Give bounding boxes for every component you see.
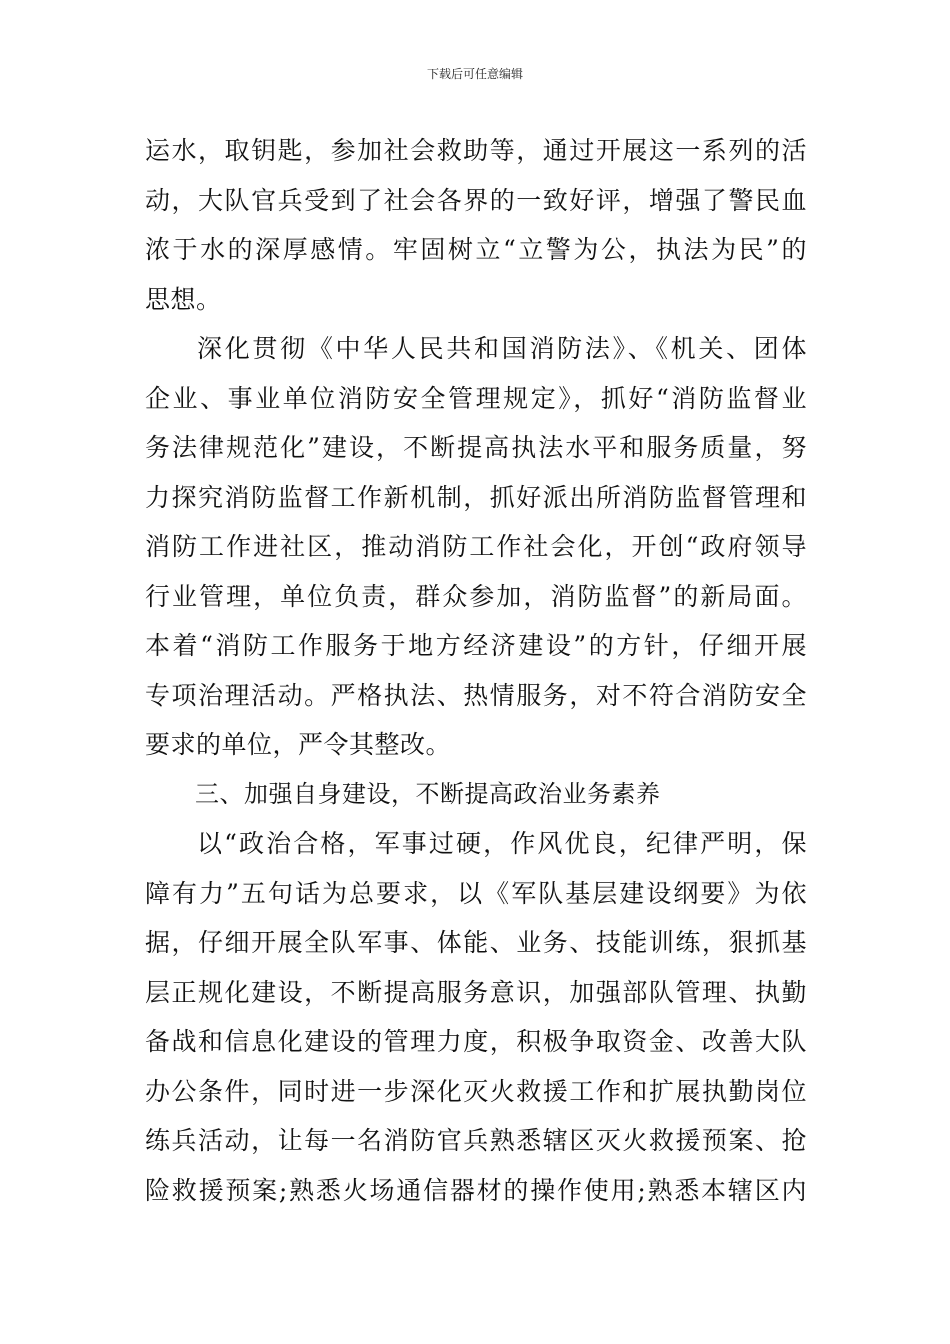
text-line: 专项治理活动。严格执法、热情服务，对不符合消防安全	[145, 680, 807, 710]
text-line: 深化贯彻《中华人民共和国消防法》、《机关、团体	[197, 334, 807, 363]
text-line: 浓于水的深厚感情。牢固树立“立警为公，执法为民”的	[145, 235, 807, 264]
text-line: 务法律规范化”建设，不断提高执法水平和服务质量，努	[145, 433, 807, 462]
text-line: 力探究消防监督工作新机制，抓好派出所消防监督管理和	[145, 482, 807, 512]
text-line: 思想。	[145, 284, 222, 314]
text-line: 动，大队官兵受到了社会各界的一致好评，增强了警民血	[145, 185, 807, 215]
text-line: 据，仔细开展全队军事、体能、业务、技能训练，狠抓基	[145, 928, 807, 957]
text-line: 消防工作进社区，推动消防工作社会化，开创“政府领导	[145, 532, 807, 561]
text-line: 以“政治合格，军事过硬，作风优良，纪律严明，保	[197, 829, 807, 858]
text-line: 练兵活动，让每一名消防官兵熟悉辖区灭火救援预案、抢	[145, 1126, 807, 1155]
text-line: 行业管理，单位负责，群众参加，消防监督”的新局面。	[145, 581, 807, 611]
section-heading: 三、加强自身建设，不断提高政治业务素养	[195, 779, 661, 808]
text-line: 层正规化建设，不断提高服务意识，加强部队管理、执勤	[145, 977, 807, 1007]
text-line: 要求的单位，严令其整改。	[145, 730, 452, 759]
text-line: 运水，取钥匙，参加社会救助等，通过开展这一系列的活	[145, 136, 807, 165]
text-line: 企业、事业单位消防安全管理规定》，抓好“消防监督业	[145, 383, 807, 413]
page-header: 下载后可任意编辑	[426, 67, 523, 81]
text-line: 备战和信息化建设的管理力度，积极争取资金、改善大队	[145, 1027, 807, 1056]
document-body	[145, 126, 807, 1215]
text-line: 本着“消防工作服务于地方经济建设”的方针，仔细开展	[145, 631, 807, 660]
text-line: 办公条件，同时进一步深化灭火救援工作和扩展执勤岗位	[145, 1076, 807, 1106]
text-line: 险救援预案;熟悉火场通信器材的操作使用;熟悉本辖区内	[145, 1175, 807, 1205]
text-line: 障有力”五句话为总要求，以《军队基层建设纲要》为依	[145, 878, 807, 908]
